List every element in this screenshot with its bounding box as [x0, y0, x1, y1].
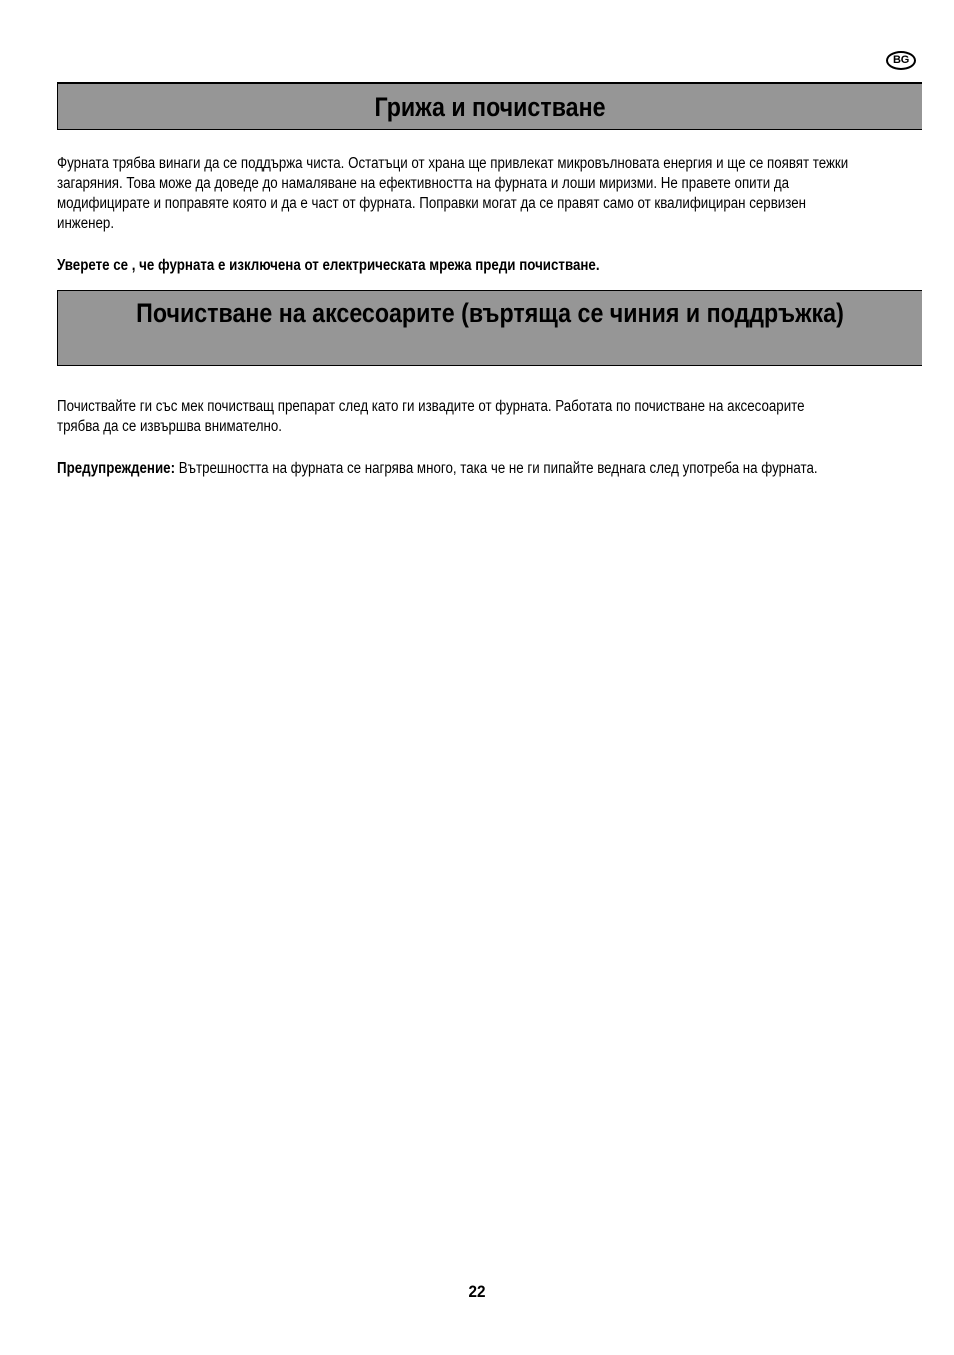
section-title: Грижа и почистване: [374, 92, 606, 122]
warning-text: Вътрешността на фурната се нагрява много, така че не ги пипайте веднага след употреба на фурната.: [175, 460, 818, 477]
unplug-warning: Уверете се , че фурната е изключена от електрическата мрежа преди почистване.: [57, 257, 600, 274]
paragraph-line: загаряния. Това може да доведе до намаляване на ефективността на фурната и лоши миризми. Не правете опити да: [57, 175, 790, 192]
section-title: Почистване на аксесоарите (въртяща се чиния и поддръжка): [136, 298, 844, 328]
paragraph-line: трябва да се извършва внимателно.: [57, 418, 282, 435]
care-intro-paragraph: [57, 154, 849, 234]
language-badge: BG: [886, 51, 916, 70]
warning-label: Предупреждение:: [57, 460, 176, 477]
accessories-paragraph: [57, 397, 831, 437]
paragraph-line: Почиствайте ги със мек почистващ препарат след като ги извадите от фурната. Работата по почистване на аксесоарите: [57, 398, 805, 415]
page-number: 22: [468, 1282, 486, 1301]
paragraph-line: модифицирате и поправяте която и да е част от фурната. Поправки могат да се правят само от квалифициран сервизен: [57, 195, 806, 212]
section-header-care-cleaning: [57, 82, 922, 130]
section-header-accessories: [57, 290, 922, 366]
paragraph-line: инженер.: [57, 215, 115, 232]
hot-interior-warning: [57, 459, 831, 479]
paragraph-line: Фурната трябва винаги да се поддържа чиста. Остатъци от храна ще привлекат микровълновата енергия и ще се появят тежки: [57, 155, 849, 172]
